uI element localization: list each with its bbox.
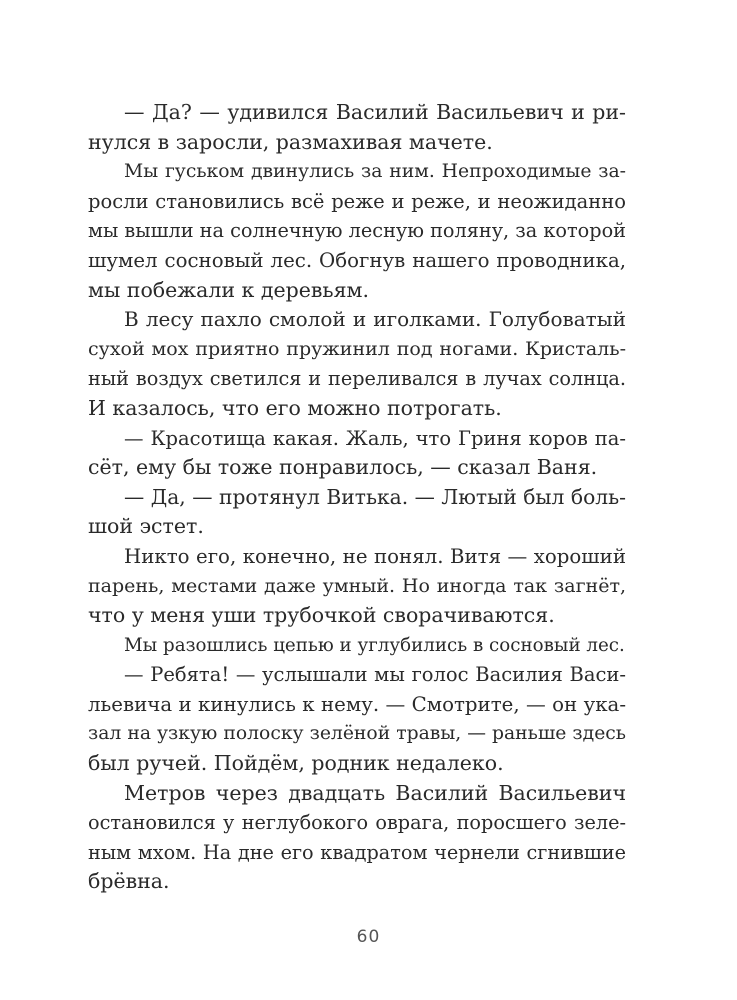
paragraph xyxy=(88,98,626,157)
text-line: брёвна. xyxy=(88,869,170,894)
text-line: шой эстет. xyxy=(88,514,204,539)
text-line: сухой мох приятно пружинил под ногами. Кристаль- xyxy=(88,337,626,360)
paragraph xyxy=(88,483,626,542)
text-line: Метров через двадцать Василий Васильевич xyxy=(124,780,626,805)
paragraph xyxy=(88,424,626,483)
text-line: — Красотища какая. Жаль, что Гриня коров па- xyxy=(124,426,626,450)
text-line: И казалось, что его можно потрогать. xyxy=(88,395,502,420)
text-line: — Да, — протянул Витька. — Лютый был боль- xyxy=(124,484,626,509)
text-line: льевича и кинулись к нему. — Смотрите, — он ука- xyxy=(88,692,626,716)
text-line: остановился у неглубокого оврага, поросшего зеле- xyxy=(88,811,626,835)
text-line: — Да? — удивился Василий Васильевич и ри- xyxy=(124,100,626,124)
text-line: мы побежали к деревьям. xyxy=(88,277,369,302)
page-number: 60 xyxy=(356,927,381,947)
text-line: Мы разошлись цепью и углубились в сосновый лес. xyxy=(124,634,625,656)
text-line: нулся в заросли, размахивая мачете. xyxy=(88,129,493,154)
text-line: зал на узкую полоску зелёной травы, — раньше здесь xyxy=(88,723,626,745)
text-line: шумел сосновый лес. Обогнув нашего проводника, xyxy=(88,248,626,272)
text-line: Никто его, конечно, не понял. Витя — хороший xyxy=(124,544,626,568)
text-line: ный воздух светился и переливался в лучах солнца. xyxy=(88,367,626,391)
paragraph xyxy=(88,542,626,631)
text-line: В лесу пахло смолой и иголками. Голубоватый xyxy=(124,307,626,332)
paragraph xyxy=(88,660,626,778)
paragraph xyxy=(88,779,626,897)
text-line: мы вышли на солнечную лесную поляну, за которой xyxy=(88,219,626,243)
text-line: парень, местами даже умный. Но иногда так загнёт, xyxy=(88,574,626,597)
text-line: что у меня уши трубочкой сворачиваются. xyxy=(88,603,555,628)
text-line: росли становились всё реже и реже, и неожиданно xyxy=(88,189,626,213)
paragraph xyxy=(88,157,626,305)
text-line: — Ребята! — услышали мы голос Василия Васи- xyxy=(124,663,626,687)
body-text xyxy=(88,98,626,897)
text-line: был ручей. Пойдём, родник недалеко. xyxy=(88,751,504,776)
paragraph xyxy=(88,631,626,661)
text-line: Мы гуськом двинулись за ним. Непроходимые за- xyxy=(124,161,626,183)
text-line: ным мхом. На дне его квадратом чернели сгнившие xyxy=(88,840,626,864)
paragraph xyxy=(88,305,626,423)
text-line: сёт, ему бы тоже понравилось, — сказал Ваня. xyxy=(88,455,598,480)
